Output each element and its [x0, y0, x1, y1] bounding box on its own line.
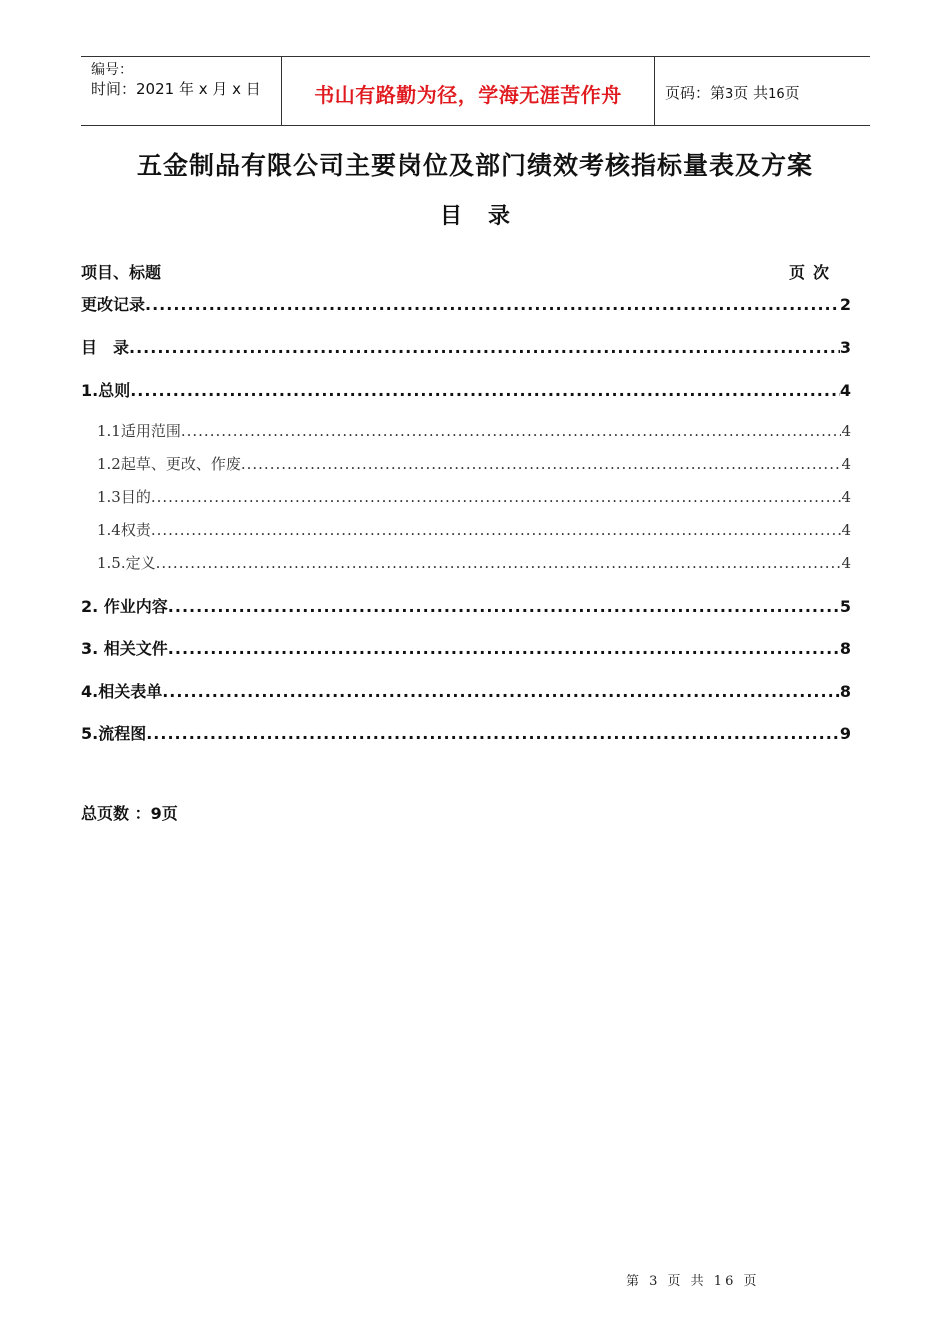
toc-entry[interactable]: [81, 292, 851, 315]
page-footer: 第 3 页 共 16 页: [626, 1274, 760, 1289]
toc-entry-label: 2. 作业内容: [81, 597, 168, 616]
toc-entry-page: 3: [839, 338, 851, 357]
document-header: [81, 56, 870, 126]
toc-entry-page: 4: [839, 381, 851, 400]
toc-entry-page: 8: [839, 682, 851, 701]
toc-entry-page: 4: [841, 554, 851, 572]
toc-entry-label: 1.2起草、更改、作废: [97, 455, 241, 473]
toc-entry-label: 4.相关表单: [81, 682, 163, 701]
page-mid: 页 共: [733, 84, 769, 102]
toc-leader-dots: [156, 554, 842, 572]
toc-entry[interactable]: [81, 679, 851, 702]
toc-entry-page: 9: [839, 724, 851, 743]
toc-subentry[interactable]: [97, 552, 851, 573]
page-info: [665, 82, 800, 103]
serial-number-label: 编号：: [91, 62, 133, 78]
toc-leader-dots: [168, 597, 840, 616]
header-motto-cell: [281, 57, 655, 125]
date-label: 时间：2021 年 x 月 x 日: [91, 80, 261, 98]
toc-entry-page: 4: [841, 521, 851, 539]
toc-entry-label: 1.4权责: [97, 521, 151, 539]
toc-leader-dots: [129, 338, 840, 357]
toc-entry-page: 2: [839, 295, 851, 314]
toc-entry[interactable]: [81, 335, 851, 358]
toc-entry-label: 3. 相关文件: [81, 639, 168, 658]
toc-entry-label: 1.3目的: [97, 488, 151, 506]
toc-entry-page: 4: [841, 455, 851, 473]
toc-leader-dots: [130, 381, 840, 400]
toc-entry[interactable]: [81, 721, 851, 744]
toc-entry-label: 更改记录: [81, 295, 146, 314]
toc-entry-label: 1.总则: [81, 381, 131, 400]
motto-text: 书山有路勤为径，学海无涯苦作舟: [314, 83, 622, 107]
toc-leader-dots: [151, 488, 842, 506]
header-page-cell: [655, 57, 870, 125]
toc-entry[interactable]: [81, 636, 851, 659]
page-current: 3: [725, 87, 734, 102]
toc-column-page: 页次: [789, 263, 838, 282]
toc-subentry[interactable]: [97, 420, 851, 441]
toc-entry-page: 8: [839, 639, 851, 658]
page-prefix: 页码：第: [665, 84, 726, 102]
toc-entry[interactable]: [81, 594, 851, 617]
toc-entry-label: 5.流程图: [81, 724, 147, 743]
toc-entry-label: 1.1适用范围: [97, 422, 181, 440]
toc-entry-label: 1.5.定义: [97, 554, 156, 572]
document-title: 五金制品有限公司主要岗位及部门绩效考核指标量表及方案: [136, 151, 813, 180]
toc-leader-dots: [162, 682, 840, 701]
toc-leader-dots: [146, 724, 840, 743]
toc-leader-dots: [151, 521, 842, 539]
toc-entry-page: 4: [841, 422, 851, 440]
toc-entry[interactable]: [81, 378, 851, 401]
toc-column-item-title: 项目、标题: [81, 263, 162, 282]
total-pages-text: 总页数 ：9页: [81, 804, 178, 823]
toc-leader-dots: [181, 422, 842, 440]
toc-subentry[interactable]: [97, 453, 851, 474]
toc-subentry[interactable]: [97, 519, 851, 540]
header-meta-cell: [81, 57, 281, 125]
toc-entry-page: 4: [841, 488, 851, 506]
page-total: 16: [768, 87, 785, 102]
page-suffix: 页: [784, 84, 800, 102]
toc-entry-label: 目 录: [81, 338, 130, 357]
toc-heading: 目录: [439, 204, 536, 229]
toc-leader-dots: [168, 639, 840, 658]
toc-subentry[interactable]: [97, 486, 851, 507]
toc-entry-page: 5: [839, 597, 851, 616]
toc-leader-dots: [241, 455, 842, 473]
toc-leader-dots: [145, 295, 840, 314]
